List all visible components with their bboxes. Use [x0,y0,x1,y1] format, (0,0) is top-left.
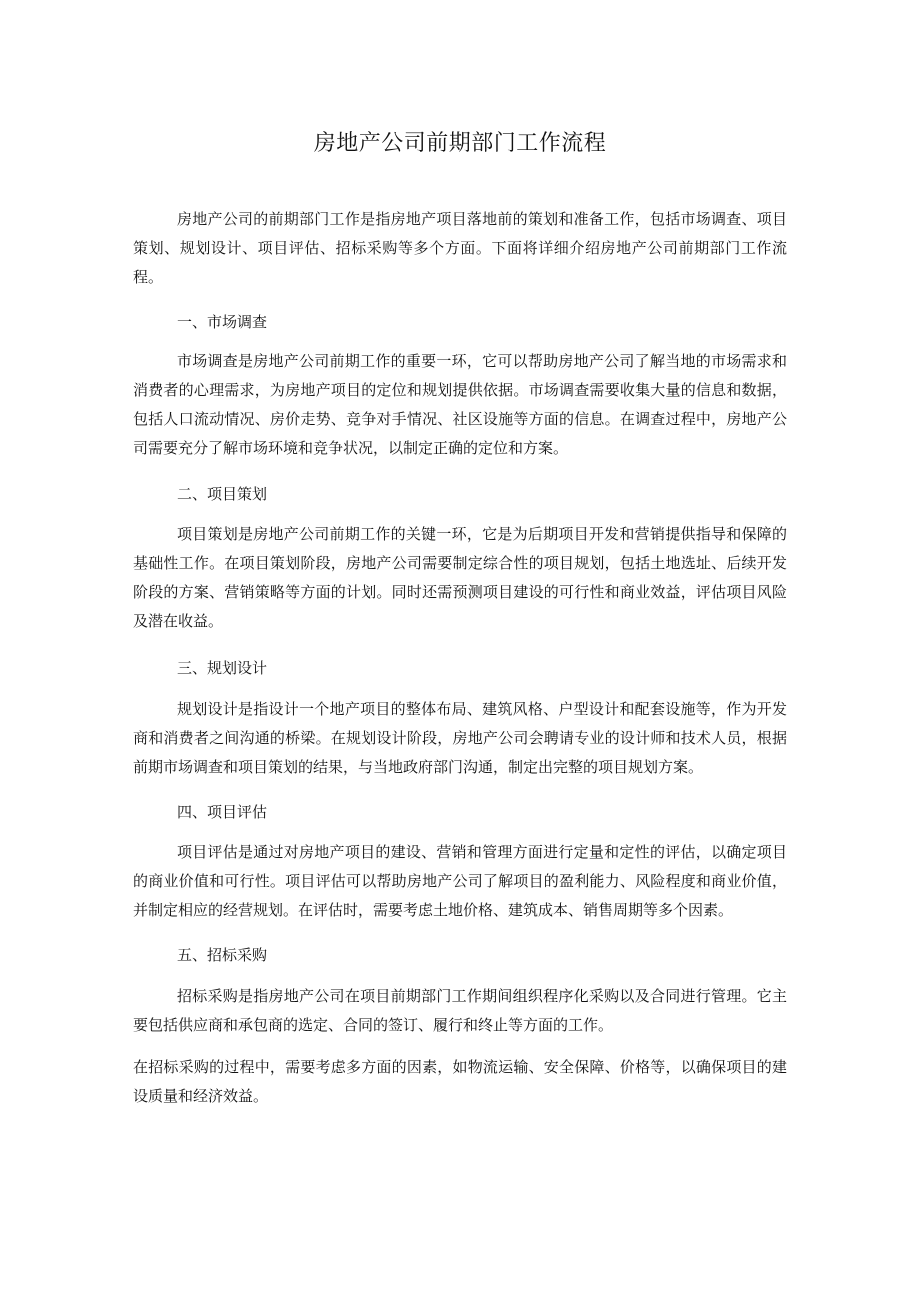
section-body-project-planning: 项目策划是房地产公司前期工作的关键一环，它是为后期项目开发和营销提供指导和保障的基础性工作。在项目策划阶段，房地产公司需要制定综合性的项目规划，包括土地选址、后续开发阶段的方案、营销策略等方面的计划。同时还需预测项目建设的可行性和商业效益，评估项目风险及潜在收益。 [133,525,787,630]
closing-paragraph: 在招标采购的过程中，需要考虑多方面的因素，如物流运输、安全保障、价格等，以确保项目的建设质量和经济效益。 [133,1058,787,1105]
section-heading-planning-design: 三、规划设计 [177,659,268,677]
document-title: 房地产公司前期部门工作流程 [313,131,607,156]
section-body-planning-design: 规划设计是指设计一个地产项目的整体布局、建筑风格、户型设计和配套设施等，作为开发商和消费者之间沟通的桥梁。在规划设计阶段，房地产公司会聘请专业的设计师和技术人员，根据前期市场调查和项目策划的结果，与当地政府部门沟通，制定出完整的项目规划方案。 [133,700,787,776]
section-body-market-research: 市场调查是房地产公司前期工作的重要一环，它可以帮助房地产公司了解当地的市场需求和消费者的心理需求，为房地产项目的定位和规划提供依据。市场调查需要收集大量的信息和数据，包括人口流动情况、房价走势、竞争对手情况、社区设施等方面的信息。在调查过程中，房地产公司需要充分了解市场环境和竞争状况，以制定正确的定位和方案。 [133,352,787,457]
section-heading-tender-procurement: 五、招标采购 [177,946,268,964]
intro-paragraph: 房地产公司的前期部门工作是指房地产项目落地前的策划和准备工作，包括市场调查、项目策划、规划设计、项目评估、招标采购等多个方面。下面将详细介绍房地产公司前期部门工作流程。 [133,210,787,286]
section-body-tender-procurement: 招标采购是指房地产公司在项目前期部门工作期间组织程序化采购以及合同进行管理。它主要包括供应商和承包商的选定、合同的签订、履行和终止等方面的工作。 [133,987,787,1034]
section-heading-project-planning: 二、项目策划 [177,485,268,503]
section-body-project-evaluation: 项目评估是通过对房地产项目的建设、营销和管理方面进行定量和定性的评估，以确定项目的商业价值和可行性。项目评估可以帮助房地产公司了解项目的盈利能力、风险程度和商业价值，并制定相应的经营规划。在评估时，需要考虑土地价格、建筑成本、销售周期等多个因素。 [133,843,787,919]
section-heading-project-evaluation: 四、项目评估 [177,803,268,821]
section-heading-market-research: 一、市场调查 [177,313,268,331]
